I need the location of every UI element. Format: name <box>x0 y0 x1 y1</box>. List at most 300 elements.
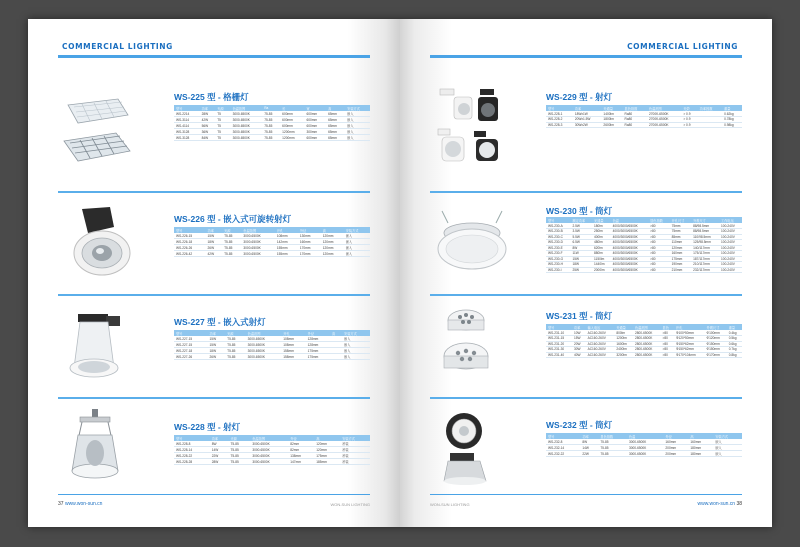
table-cell: 600mm <box>280 123 304 129</box>
table-cell: Φ100*50mm <box>674 330 705 336</box>
table-cell: 20W <box>572 341 586 347</box>
table-cell: 15W <box>206 233 223 239</box>
table-cell: T5-85 <box>222 239 241 245</box>
table-cell: 160mm <box>298 239 321 245</box>
table-cell: 嵌入 <box>345 117 370 123</box>
recessed-downlight-image <box>62 310 132 380</box>
table-cell: WS-230-G <box>546 256 571 262</box>
product-title: WS-229 型 - 射灯 <box>546 92 613 102</box>
column-header: 光源 <box>225 330 246 336</box>
footer-brand: WON-SUN LIGHTING <box>330 502 370 507</box>
table-cell: 0.7kg <box>727 347 742 353</box>
table-cell: 75-85 <box>262 129 280 135</box>
table-cell: 300mm <box>304 129 326 135</box>
table-cell: 3000-6500K <box>250 441 288 447</box>
table-cell: T5-85 <box>222 251 241 257</box>
table-cell: >80 <box>648 223 670 229</box>
column-header: 安装方式 <box>344 227 370 233</box>
footer-rule <box>430 494 742 496</box>
column-header: 色温范围 <box>250 435 288 441</box>
section-divider <box>430 294 742 296</box>
table-cell: WS-227-18 <box>174 348 208 354</box>
table-cell: 1200mm <box>280 129 304 135</box>
table-cell: >80 <box>648 229 670 235</box>
table-cell: 1440lm <box>592 262 611 268</box>
table-cell: 18Wx1W <box>573 111 602 117</box>
table-cell: AC160-260V <box>586 352 615 358</box>
table-cell: 120mm <box>670 245 692 251</box>
table-cell: 3000-6500K <box>241 233 274 239</box>
table-cell: 125/98.5mm <box>691 240 719 246</box>
table-cell: 600mm <box>304 135 326 141</box>
column-header: 外径 <box>306 330 330 336</box>
table-cell: 75mm <box>670 229 692 235</box>
table-cell: 175mm <box>306 348 330 354</box>
table-cell: WS-230-A <box>546 223 571 229</box>
table-cell: 嵌入 <box>342 354 370 360</box>
table-cell: 15W <box>571 256 593 262</box>
column-header: 宽 <box>304 105 326 111</box>
table-cell: 嵌入 <box>342 336 370 342</box>
spec-table <box>174 227 370 257</box>
table-cell: > 0.9 <box>681 117 697 123</box>
table-cell: WS-230-D <box>546 240 571 246</box>
column-header: 色温范围 <box>633 324 661 330</box>
table-cell: WS-230-H <box>546 262 571 268</box>
table-cell: T5 <box>215 129 230 135</box>
column-header: 外径 <box>663 433 688 439</box>
table-cell: 嵌入 <box>713 439 742 445</box>
column-header: 工作电压 <box>719 217 742 223</box>
table-cell: WS-228-2 <box>546 117 573 123</box>
footer-brand: WON-SUN LIGHTING <box>430 502 470 507</box>
table-cell: AC160-260V <box>586 330 615 336</box>
table-cell: > 0.9 <box>681 122 697 128</box>
spec-table <box>174 435 370 465</box>
footer-url-link[interactable]: www.won-sun.cn <box>64 501 103 507</box>
table-cell: Φ150*62mm <box>674 341 705 347</box>
brand-header: COMMERCIAL LIGHTING <box>627 42 738 51</box>
table-row <box>546 267 742 273</box>
table-cell: 180mm <box>688 445 713 451</box>
column-header: 光通量 <box>592 217 611 223</box>
table-cell: 1200lm <box>614 336 633 342</box>
table-cell: >80 <box>661 341 674 347</box>
table-cell: 600mm <box>304 117 326 123</box>
section-divider <box>58 397 370 399</box>
column-header: 高 <box>321 227 344 233</box>
table-cell: 1150lm <box>592 256 611 262</box>
table-cell: 14W <box>580 445 598 451</box>
table-header-row <box>546 324 742 330</box>
table-cell: 0.98kg <box>722 122 742 128</box>
table-cell: 6.5W <box>571 240 593 246</box>
table-cell: 170mm <box>298 251 321 257</box>
table-cell: T5 <box>215 117 230 123</box>
table-cell: 75-85 <box>262 135 280 141</box>
table-cell: 158mm <box>281 348 305 354</box>
table-cell: 880lm <box>592 251 611 257</box>
product-title: WS-232 型 - 筒灯 <box>546 420 613 430</box>
column-header: 型号 <box>546 324 572 330</box>
column-header: 型号 <box>546 433 580 439</box>
table-cell: WS-227-15 <box>174 336 208 342</box>
table-cell: 600mm <box>304 123 326 129</box>
column-header: 光通量 <box>614 324 633 330</box>
table-cell: 75-85 <box>598 445 627 451</box>
table-cell: T5-85 <box>222 245 241 251</box>
table-cell: 8W <box>210 441 229 447</box>
table-cell: 嵌入 <box>713 445 742 451</box>
table-cell: 2400lm <box>614 347 633 353</box>
table-cell: 嵌入 <box>345 123 370 129</box>
table-cell: 160mm <box>688 439 713 445</box>
table-cell: 吊装 <box>340 441 370 447</box>
table-cell: 2800-6500K <box>633 352 661 358</box>
table-cell: 180mm <box>688 451 713 457</box>
table-cell: 吊装 <box>340 459 370 465</box>
table-cell: T5-85 <box>228 459 250 465</box>
table-cell: 4000/3000/6500K <box>611 251 648 257</box>
table-cell: WS-228-3 <box>546 122 573 128</box>
table-cell: 82mm <box>288 441 314 447</box>
table-row <box>174 354 370 360</box>
column-header: 开孔尺寸 <box>670 217 692 223</box>
table-cell: 180lm <box>592 223 611 229</box>
product-title: WS-230 型 - 筒灯 <box>546 206 613 216</box>
table-cell: 3000-6500K <box>246 336 282 342</box>
table-cell: 160mm <box>663 439 688 445</box>
table-cell: 3000-6500K <box>246 348 282 354</box>
table-cell: 2800-6500K <box>633 347 661 353</box>
table-cell: 2600lm <box>601 122 622 128</box>
table-cell: 1600lm <box>614 341 633 347</box>
table-cell: Φ170*104mm <box>674 352 705 358</box>
table-cell: 170mm <box>298 245 321 251</box>
table-cell: 800lm <box>614 330 633 336</box>
table-cell: 185mm <box>314 459 340 465</box>
table-cell: WS-232-8 <box>546 439 580 445</box>
table-cell: T5-85 <box>228 453 250 459</box>
column-header: 型号 <box>174 435 210 441</box>
table-cell: T5 <box>215 135 230 141</box>
table-cell: Φ150mm <box>705 347 727 353</box>
table-cell: 0.6kg <box>727 341 742 347</box>
table-cell: 25W <box>571 267 593 273</box>
table-cell: WS-231-10 <box>546 330 572 336</box>
table-cell: 620lm <box>592 245 611 251</box>
product-title: WS-226 型 - 嵌入式可旋转射灯 <box>174 214 292 224</box>
table-cell: Φ170mm <box>705 352 727 358</box>
table-cell: 嵌入 <box>344 245 370 251</box>
table-cell: 0.62kg <box>722 111 742 117</box>
table-cell: 26W <box>208 354 226 360</box>
column-header: 外观尺寸 <box>691 217 719 223</box>
table-cell: 嵌入 <box>713 451 742 457</box>
table-cell: 120mm <box>321 251 344 257</box>
column-header: 功率 <box>208 330 226 336</box>
table-cell: 600mm <box>280 117 304 123</box>
table-cell: 嵌入 <box>345 111 370 117</box>
column-header: 显色 <box>661 324 674 330</box>
table-row <box>546 336 742 342</box>
rotatable-spotlight-image <box>62 203 132 279</box>
table-cell: 120mm <box>314 447 340 453</box>
table-cell: 5.5W <box>571 234 593 240</box>
table-cell: 11W <box>571 251 593 257</box>
table-cell: 3000-6500K <box>250 459 288 465</box>
table-cell: 15W <box>208 336 226 342</box>
table-cell: 嵌入 <box>345 129 370 135</box>
table-cell: 85mm <box>670 234 692 240</box>
table-cell: 100-240V <box>719 245 742 251</box>
table-cell: 175/117mm <box>691 251 719 257</box>
table-cell: WS-226-42 <box>174 251 206 257</box>
table-cell: 100-240V <box>719 229 742 235</box>
column-header: 开孔 <box>275 227 298 233</box>
table-cell: WS-231-15 <box>546 336 572 342</box>
table-cell: 400lm <box>592 234 611 240</box>
table-cell: WS-227-26 <box>174 354 208 360</box>
table-cell: T5-85 <box>228 447 250 453</box>
table-cell: 3000-6500K <box>246 342 282 348</box>
column-header: 额定功率 <box>571 217 593 223</box>
table-cell: 4000/3000/6500K <box>611 262 648 268</box>
table-cell: WS-228-8 <box>174 441 210 447</box>
column-header: 型号 <box>174 330 208 336</box>
table-cell: 88/98.5mm <box>691 223 719 229</box>
table-cell: 3000-6500K <box>246 354 282 360</box>
column-header: 型号 <box>546 105 573 111</box>
table-cell: 3000-6500K <box>627 445 663 451</box>
table-cell: 2.5W <box>571 223 593 229</box>
table-cell: 嵌入 <box>344 239 370 245</box>
table-cell: WS-2214 <box>174 111 200 117</box>
table-cell: WS-230-E <box>546 245 571 251</box>
column-header: 色温 <box>627 433 663 439</box>
table-cell: 120mm <box>321 233 344 239</box>
table-cell: 2700K-6500K <box>647 111 681 117</box>
table-cell: 75-85 <box>262 117 280 123</box>
table-cell: 0.4kg <box>727 330 742 336</box>
table-cell: 36W <box>200 129 216 135</box>
table-cell: 100-240V <box>719 223 742 229</box>
column-header: 安装方式 <box>342 330 370 336</box>
table-cell: 3000-6500K <box>231 111 263 117</box>
product-ws-226 <box>58 199 370 294</box>
column-header: 型号 <box>174 227 206 233</box>
table-cell: 190mm <box>670 262 692 268</box>
table-cell: 2800-6500K <box>633 336 661 342</box>
table-cell: Φ120mm <box>705 336 727 342</box>
product-ws-227 <box>58 302 370 397</box>
column-header: 安装方式 <box>345 105 370 111</box>
table-cell: 65mm <box>326 129 345 135</box>
table-cell: 75-85 <box>262 111 280 117</box>
column-header: 高 <box>688 433 713 439</box>
table-cell: 1400lm <box>601 111 622 117</box>
column-header: Ra <box>262 105 280 111</box>
table-cell: WS-228-28 <box>174 459 210 465</box>
table-cell: T5 <box>215 123 230 129</box>
table-cell: 4000/3000/6500K <box>611 240 648 246</box>
table-cell: WS-3128 <box>174 135 200 141</box>
table-cell: 65mm <box>326 117 345 123</box>
table-cell: 22W <box>580 451 598 457</box>
table-cell: 140/117mm <box>691 245 719 251</box>
table-cell: 3000-6500K <box>627 439 663 445</box>
spec-table <box>546 324 742 358</box>
column-header: 外观尺寸 <box>705 324 727 330</box>
table-cell: 3000-6500K <box>250 453 288 459</box>
table-cell: 26W <box>206 245 223 251</box>
table-cell: 480lm <box>592 240 611 246</box>
table-cell: 嵌入 <box>344 233 370 239</box>
table-cell: 128mm <box>306 336 330 342</box>
table-cell: 82mm <box>288 447 314 453</box>
table-cell: WS-226-18 <box>174 239 206 245</box>
column-header: 色温范围 <box>241 227 274 233</box>
product-ws-229 <box>430 81 742 177</box>
pendant-spotlight-image <box>62 409 132 483</box>
table-cell: 3.5W <box>571 229 593 235</box>
table-cell: WS-226-26 <box>174 245 206 251</box>
column-header: 光源 <box>222 227 241 233</box>
table-cell: 100-240V <box>719 234 742 240</box>
product-title: WS-225 型 - 格栅灯 <box>174 92 249 102</box>
table-cell: 120mm <box>321 245 344 251</box>
adjustable-downlight-image <box>434 409 504 485</box>
table-cell: 100-240V <box>719 251 742 257</box>
right-page <box>400 19 772 527</box>
product-ws-231 <box>430 302 742 398</box>
table-cell: 147mm <box>288 459 314 465</box>
table-cell: WS-230-C <box>546 234 571 240</box>
table-cell: 40W <box>572 352 586 358</box>
table-cell: WS-226-15 <box>174 233 206 239</box>
table-row <box>546 122 742 128</box>
table-cell: 600mm <box>280 111 304 117</box>
spec-table <box>174 105 370 141</box>
table-cell: >80 <box>648 234 670 240</box>
table-cell: 4000/3000/6500K <box>611 245 648 251</box>
table-cell: 88/98.5mm <box>691 229 719 235</box>
table-cell: 3200lm <box>614 352 633 358</box>
table-cell: 3000-6500K <box>241 251 274 257</box>
table-cell: >80 <box>648 245 670 251</box>
table-cell <box>698 122 722 128</box>
table-cell: 65mm <box>326 135 345 141</box>
column-header: 显色指数 <box>598 433 627 439</box>
column-header: 功率 <box>200 105 216 111</box>
column-header: 外径 <box>288 435 314 441</box>
table-cell: WS-230-F <box>546 251 571 257</box>
table-cell: AC160-260V <box>586 347 615 353</box>
table-cell: T5-85 <box>225 342 246 348</box>
table-cell: 108mm <box>281 342 305 348</box>
column-header: 色温范围 <box>231 105 263 111</box>
table-cell: 65mm <box>326 111 345 117</box>
table-cell: >80 <box>661 347 674 353</box>
table-cell: 2800-6500K <box>633 330 661 336</box>
footer-url-link[interactable]: www.won-sun.cn <box>697 501 736 507</box>
table-cell: Ra80 <box>623 122 647 128</box>
table-cell: 75-85 <box>262 123 280 129</box>
column-header: 高 <box>330 330 342 336</box>
column-header: 功率因数 <box>698 105 722 111</box>
table-cell: WS-3114 <box>174 117 200 123</box>
table-cell: WS-228-1 <box>546 111 573 117</box>
table-cell: 100-240V <box>719 256 742 262</box>
table-cell: AC160-260V <box>586 341 615 347</box>
column-header: 型号 <box>174 105 200 111</box>
column-header: 色温范围 <box>647 105 681 111</box>
column-header: 外径 <box>298 227 321 233</box>
table-cell: 3000-6500K <box>250 447 288 453</box>
section-divider <box>430 397 742 399</box>
table-cell: 28W <box>200 111 216 117</box>
table-row <box>546 347 742 353</box>
led-downlight-image <box>434 203 510 279</box>
table-cell: Φ120*50mm <box>674 336 705 342</box>
column-header: 重量 <box>727 324 742 330</box>
spec-table <box>546 217 742 273</box>
table-cell: Φ150*62mm <box>674 347 705 353</box>
table-cell: >80 <box>648 256 670 262</box>
table-cell: 0.8kg <box>727 352 742 358</box>
section-divider <box>58 191 370 193</box>
column-header: 型号 <box>546 217 571 223</box>
table-cell: 8W <box>571 245 593 251</box>
table-cell: 75-85 <box>598 451 627 457</box>
column-header: 输入电压 <box>586 324 615 330</box>
table-cell: 120mm <box>314 441 340 447</box>
table-cell: 1800lm <box>601 117 622 123</box>
table-cell: 210mm <box>670 267 692 273</box>
table-cell: Ra80 <box>623 111 647 117</box>
table-cell: 嵌入 <box>345 135 370 141</box>
table-cell: 210/117mm <box>691 262 719 268</box>
brochure-spread <box>28 19 772 527</box>
table-cell: 160mm <box>670 251 692 257</box>
footer-left <box>58 501 102 507</box>
footer-right <box>698 501 742 507</box>
table-cell: 0.78kg <box>722 117 742 123</box>
table-cell: 155mm <box>275 245 298 251</box>
table-cell: 84W <box>200 135 216 141</box>
table-cell: Φ150mm <box>705 341 727 347</box>
table-cell: 14W <box>210 447 229 453</box>
table-cell: 110mm <box>670 240 692 246</box>
table-cell: Ra80 <box>623 117 647 123</box>
table-cell: 110/98.5mm <box>691 234 719 240</box>
section-divider <box>58 294 370 296</box>
section-divider <box>430 191 742 193</box>
table-cell: 175mm <box>306 354 330 360</box>
table-cell: WS-232-22 <box>546 451 580 457</box>
column-header: 色温 <box>611 217 648 223</box>
table-cell: >80 <box>648 251 670 257</box>
table-cell: 2000lm <box>592 267 611 273</box>
table-cell: T5 <box>215 111 230 117</box>
table-cell: 18W <box>208 348 226 354</box>
table-cell: 108mm <box>275 233 298 239</box>
table-cell: 175mm <box>314 453 340 459</box>
table-row <box>174 135 370 141</box>
multi-led-downlight-image <box>434 304 504 382</box>
table-cell: 187/117mm <box>691 256 719 262</box>
table-cell: 2800-6500K <box>633 341 661 347</box>
